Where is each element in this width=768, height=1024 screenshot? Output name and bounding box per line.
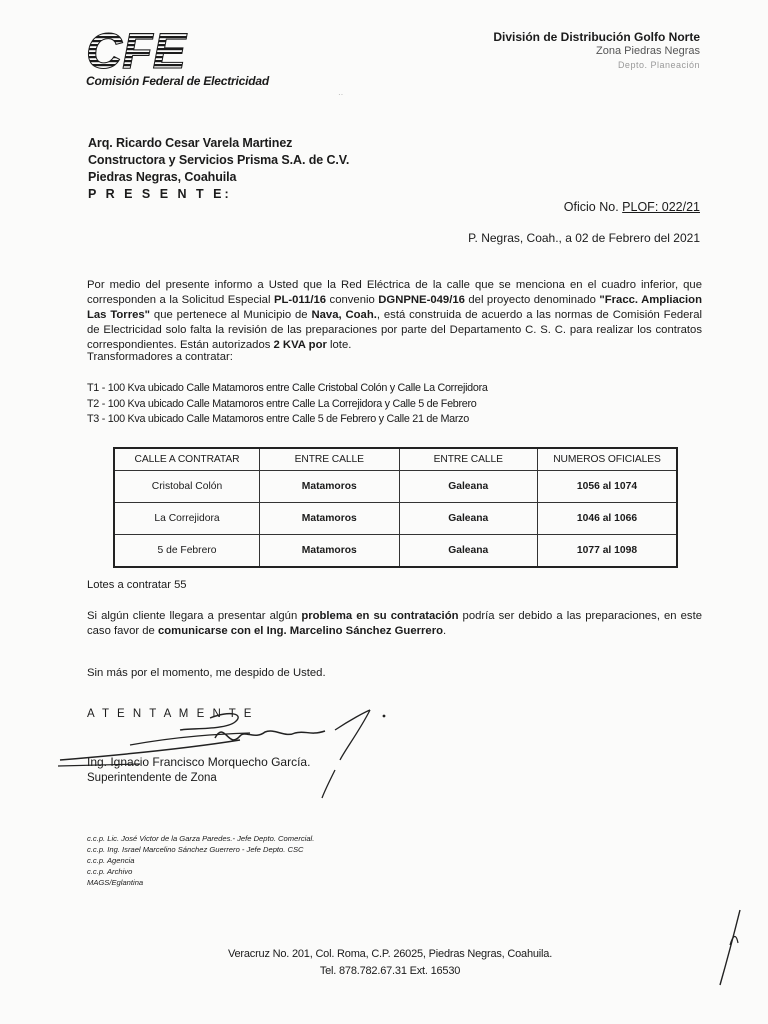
p1-solicitud: PL-011/16: [273, 294, 327, 306]
streets-table: [113, 447, 678, 568]
footer-line: Veracruz No. 201, Col. Roma, C.P. 26025, Piedras Negras, Coahuila.: [227, 948, 553, 960]
table-cell: La Correjidora: [114, 503, 260, 535]
transformers-title: Transformadores a contratar:: [87, 351, 233, 363]
table-cell: 1077 al 1098: [537, 535, 677, 568]
cfe-logo: [86, 28, 269, 88]
table-row: [114, 503, 677, 535]
footer-phone: Tel. 878.782.67.31 Ext. 16530: [319, 965, 461, 977]
table-row: [114, 535, 677, 568]
p1-municipio: Nava, Coah.: [311, 309, 377, 321]
p2-problema: problema en su contratación: [301, 610, 459, 622]
table-header: ENTRE CALLE: [260, 448, 400, 471]
p1-text-3: del proyecto denominado: [464, 294, 600, 306]
signer-title: Superintendente de Zona: [87, 772, 217, 784]
svg-text:CFE: CFE: [86, 28, 186, 72]
addressee-company: Constructora y Servicios Prisma S.A. de C.V.: [88, 153, 350, 167]
cfe-logo-mark: [86, 28, 211, 72]
p2-text-3: .: [443, 625, 447, 637]
lots-count: Lotes a contratar 55: [87, 579, 187, 591]
table-cell: 1046 al 1066: [537, 503, 677, 535]
table-header: CALLE A CONTRATAR: [114, 448, 260, 471]
ccp-list: [87, 833, 314, 888]
logo-subtitle: Comisión Federal de Electricidad: [86, 74, 269, 88]
division-name: División de Distribución Golfo Norte: [493, 30, 700, 44]
ccp-item: c.c.p. Archivo: [87, 867, 133, 876]
transformer-item: T1 - 100 Kva ubicado Calle Matamoros entre Calle Cristobal Colón y Calle La Correjidora: [87, 382, 488, 394]
ccp-item: MAGS/Eglantina: [87, 878, 144, 887]
ccp-item: c.c.p. Lic. José Victor de la Garza Paredes.- Jefe Depto. Comercial.: [87, 834, 315, 843]
atentamente-label: A T E N T A M E N T E: [87, 708, 254, 720]
p1-convenio: DGNPNE-049/16: [378, 294, 465, 306]
table-cell: Cristobal Colón: [114, 471, 260, 503]
p1-text-1: Por medio del presente informo a Usted que la Red Eléctrica de la calle que se menciona en el cuadro inferior, que corresponden a la Solicitud Especial: [87, 279, 702, 306]
paragraph-contact: [87, 609, 702, 639]
letter-date: P. Negras, Coah., a 02 de Febrero del 2021: [468, 231, 700, 245]
zone-name: Zona Piedras Negras: [596, 45, 700, 57]
p2-text-1: Si algún cliente llegara a presentar algún: [87, 610, 302, 622]
addressee-block: [88, 135, 349, 203]
ccp-item: c.c.p. Ing. Israel Marcelino Sánchez Guerrero - Jefe Depto. CSC: [87, 845, 304, 854]
transformer-item: T2 - 100 Kva ubicado Calle Matamoros entre Calle La Correjidora y Calle 5 de Febrero: [87, 397, 477, 410]
ccp-item: c.c.p. Agencia: [87, 856, 135, 865]
initials-mark: [700, 905, 760, 990]
presente-label: P R E S E N T E:: [88, 187, 232, 201]
table-cell: Matamoros: [260, 471, 400, 503]
transformer-item: T3 - 100 Kva ubicado Calle Matamoros entre Calle 5 de Febrero y Calle 21 de Marzo: [87, 413, 469, 425]
department-name: Depto. Planeación: [617, 60, 700, 70]
p2-text-2: podría ser debido a las preparaciones, en este caso favor de: [87, 610, 702, 637]
closing-line: Sin más por el momento, me despido de Usted.: [87, 667, 326, 679]
p2-contacto: comunicarse con el Ing. Marcelino Sánchez Guerrero: [157, 625, 443, 637]
oficio-label: Oficio No.: [563, 200, 619, 214]
table-cell: Matamoros: [260, 535, 400, 568]
table-cell: 5 de Febrero: [114, 535, 260, 568]
p1-kva: 2 KVA por: [273, 339, 327, 351]
addressee-city: Piedras Negras, Coahuila: [88, 170, 237, 184]
table-header-row: [114, 448, 677, 471]
table-cell: Matamoros: [260, 503, 400, 535]
transformers-list: [87, 381, 488, 428]
table-header: NUMEROS OFICIALES: [537, 448, 677, 471]
p1-text-6: lote.: [326, 339, 352, 351]
oficio-value: PLOF: 022/21: [622, 200, 700, 214]
paragraph-intro: [87, 278, 702, 353]
scan-mark: ··: [338, 90, 344, 99]
table-header: ENTRE CALLE: [399, 448, 537, 471]
p1-text-4: que pertenece al Municipio de: [150, 309, 312, 321]
table-cell: Galeana: [399, 471, 537, 503]
table-cell: Galeana: [399, 535, 537, 568]
table-cell: Galeana: [399, 503, 537, 535]
table-row: [114, 471, 677, 503]
division-header: [493, 30, 700, 72]
p1-proyecto: "Fracc. Ampliacion Las Torres": [87, 294, 702, 321]
p1-text-2: convenio: [326, 294, 379, 306]
signer-block: [87, 754, 310, 786]
footer-address: [180, 946, 600, 980]
oficio-number: [564, 200, 700, 214]
p1-text-5: , está construida de acuerdo a las normas de Comisión Federal de Electricidad solo falta la revisión de las preparaciones por parte del Departamento C. S. C. para realizar los contratos correspondientes. Están autorizados: [87, 309, 702, 351]
addressee-name: Arq. Ricardo Cesar Varela Martinez: [88, 136, 293, 150]
table-cell: 1056 al 1074: [537, 471, 677, 503]
signer-name: Ing. Ignacio Francisco Morquecho García.: [87, 755, 311, 769]
